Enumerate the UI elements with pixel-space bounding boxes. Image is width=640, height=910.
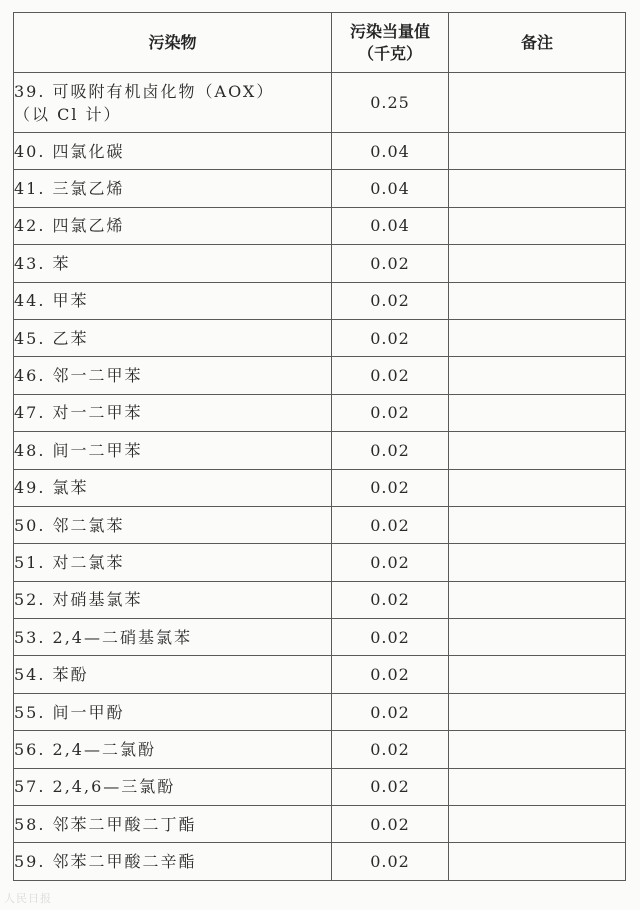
table-row (14, 506, 626, 543)
pollutant-name: 40. 四氯化碳 (14, 133, 332, 170)
equivalent-value: 0.02 (332, 619, 449, 656)
equivalent-value: 0.02 (332, 544, 449, 581)
watermark: 人民日报 (4, 892, 52, 905)
header-equivalent-line2: （千克） (357, 43, 422, 63)
pollutant-name: 41. 三氯乙烯 (14, 170, 332, 207)
table-row (14, 394, 626, 431)
pollutant-name: 42. 四氯乙烯 (14, 207, 332, 244)
table-row (14, 768, 626, 805)
equivalent-value: 0.02 (332, 432, 449, 469)
pollutant-name (14, 73, 332, 133)
table-row (14, 432, 626, 469)
remark-cell (449, 581, 626, 618)
remark-cell (449, 843, 626, 880)
table-row (14, 581, 626, 618)
equivalent-value: 0.04 (332, 133, 449, 170)
pollutant-name: 53. 2,4—二硝基氯苯 (14, 619, 332, 656)
equivalent-value: 0.02 (332, 394, 449, 431)
pollutant-name: 59. 邻苯二甲酸二辛酯 (14, 843, 332, 880)
pollutant-name-line2: （以 Cl 计） (14, 104, 122, 124)
remark-cell (449, 207, 626, 244)
remark-cell (449, 282, 626, 319)
pollutant-name-line1: 39. 可吸附有机卤化物（AOX） (14, 81, 275, 101)
table-row (14, 544, 626, 581)
equivalent-value: 0.04 (332, 207, 449, 244)
remark-cell (449, 693, 626, 730)
pollutant-name: 47. 对一二甲苯 (14, 394, 332, 431)
header-pollutant: 污染物 (14, 13, 332, 73)
remark-cell (449, 245, 626, 282)
equivalent-value: 0.02 (332, 357, 449, 394)
remark-cell (449, 432, 626, 469)
pollutant-name: 56. 2,4—二氯酚 (14, 731, 332, 768)
table-row (14, 133, 626, 170)
table-row (14, 245, 626, 282)
equivalent-value: 0.02 (332, 693, 449, 730)
pollutant-name: 46. 邻一二甲苯 (14, 357, 332, 394)
pollutant-name: 55. 间一甲酚 (14, 693, 332, 730)
table-row (14, 282, 626, 319)
remark-cell (449, 731, 626, 768)
table-row (14, 207, 626, 244)
equivalent-value: 0.02 (332, 843, 449, 880)
remark-cell (449, 544, 626, 581)
equivalent-value: 0.02 (332, 768, 449, 805)
equivalent-value: 0.02 (332, 656, 449, 693)
table-row (14, 319, 626, 356)
pollutant-name: 57. 2,4,6—三氯酚 (14, 768, 332, 805)
remark-cell (449, 170, 626, 207)
equivalent-value: 0.25 (332, 73, 449, 133)
pollutant-name: 43. 苯 (14, 245, 332, 282)
table-row (14, 619, 626, 656)
remark-cell (449, 319, 626, 356)
table-row (14, 656, 626, 693)
remark-cell (449, 768, 626, 805)
remark-cell (449, 619, 626, 656)
table-row (14, 469, 626, 506)
equivalent-value: 0.02 (332, 282, 449, 319)
table-row (14, 806, 626, 843)
header-remarks: 备注 (449, 13, 626, 73)
table-row (14, 693, 626, 730)
table-row (14, 170, 626, 207)
equivalent-value: 0.04 (332, 170, 449, 207)
equivalent-value: 0.02 (332, 245, 449, 282)
remark-cell (449, 73, 626, 133)
equivalent-value: 0.02 (332, 731, 449, 768)
header-equivalent-line1: 污染当量值 (349, 21, 430, 41)
table-row (14, 731, 626, 768)
remark-cell (449, 469, 626, 506)
equivalent-value: 0.02 (332, 806, 449, 843)
equivalent-value: 0.02 (332, 469, 449, 506)
remark-cell (449, 656, 626, 693)
remark-cell (449, 806, 626, 843)
pollutant-name: 50. 邻二氯苯 (14, 506, 332, 543)
pollutant-name: 51. 对二氯苯 (14, 544, 332, 581)
pollutant-name: 58. 邻苯二甲酸二丁酯 (14, 806, 332, 843)
table-header-row (14, 13, 626, 73)
header-equivalent-value (332, 13, 449, 73)
table-row (14, 357, 626, 394)
pollutant-name: 52. 对硝基氯苯 (14, 581, 332, 618)
equivalent-value: 0.02 (332, 581, 449, 618)
remark-cell (449, 506, 626, 543)
pollutant-name: 44. 甲苯 (14, 282, 332, 319)
remark-cell (449, 133, 626, 170)
pollutant-name: 49. 氯苯 (14, 469, 332, 506)
pollutant-name: 45. 乙苯 (14, 319, 332, 356)
equivalent-value: 0.02 (332, 506, 449, 543)
pollutant-name: 54. 苯酚 (14, 656, 332, 693)
pollutant-equivalent-table (13, 12, 626, 881)
remark-cell (449, 357, 626, 394)
equivalent-value: 0.02 (332, 319, 449, 356)
table-row (14, 843, 626, 880)
remark-cell (449, 394, 626, 431)
table-row (14, 73, 626, 133)
pollutant-name: 48. 间一二甲苯 (14, 432, 332, 469)
